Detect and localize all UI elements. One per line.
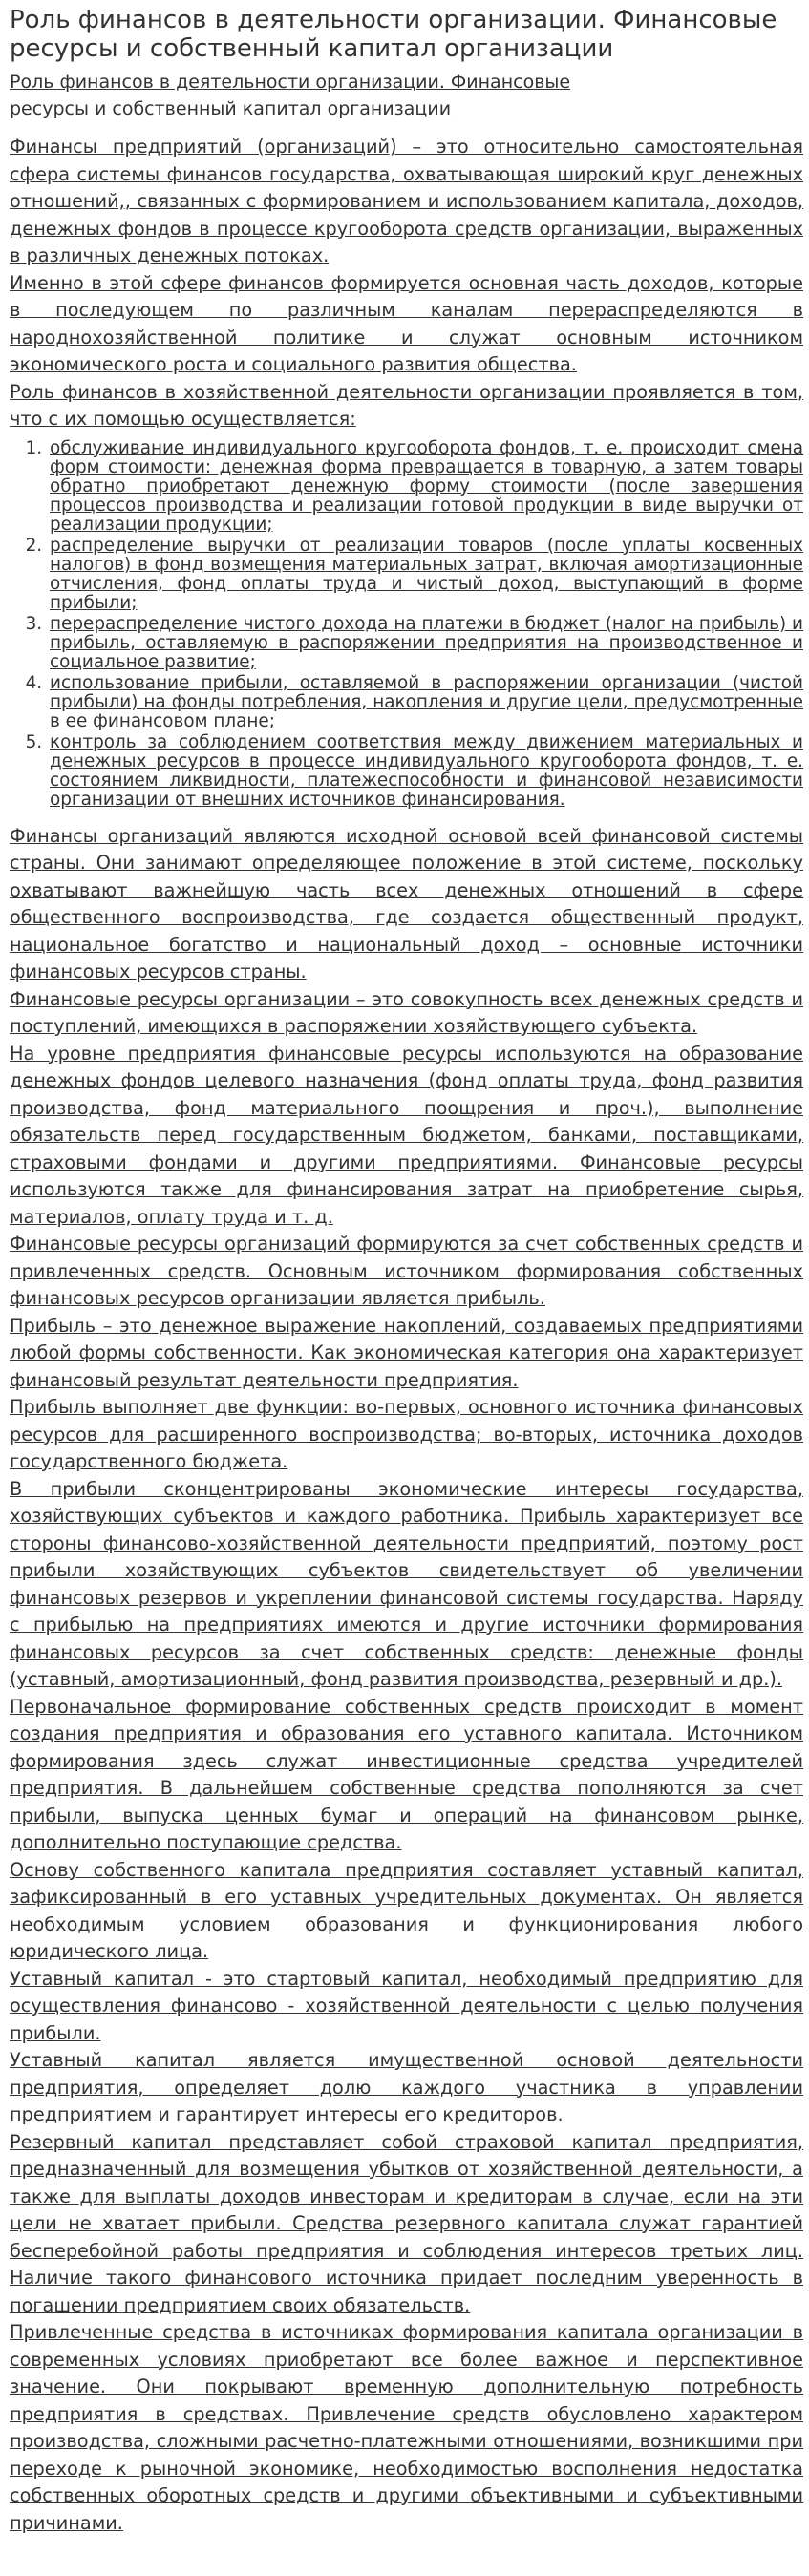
paragraph: На уровне предприятия финансовые ресурсы используются на образование денежных фондов целевого назначения (фонд оплаты труда, фонд развития производства, фонд материального поощрения и проч.), выполнение обязательств перед государственным бюджетом, банками, поставщиками, страховыми фондами и другими предприятиями. Финансовые ресурсы используются также для финансирования затрат на приобретение сырья, материалов, оплату труда и т. д.: [10, 1042, 803, 1228]
paragraph: Прибыль выполняет две функции: во-первых, основного источника финансовых ресурсов для расширенного воспроизводства; во-вторых, источника доходов государственного бюджета.: [10, 1396, 803, 1472]
paragraph: Финансы предприятий (организаций) – это относительно самостоятельная сфера системы финансов государства, охватывающая широкий круг денежных отношений,, связанных с формированием и использованием капитала, доходов, денежных фондов в процессе кругооборота средств организации, выраженных в различных денежных потоках.: [10, 136, 803, 266]
paragraph: Финансы организаций являются исходной основой всей финансовой системы страны. Они занимают определяющее положение в этой системе, поскольку охватывают важнейшую часть всех денежных отношений в сфере общественного воспроизводства, где создается общественный продукт, национальное богатство и национальный доход – основные источники финансовых ресурсов страны.: [10, 824, 803, 982]
paragraph: Уставный капитал - это стартовый капитал, необходимый предприятию для осуществления финансово - хозяйственной деятельности с целью получения прибыли.: [10, 1967, 803, 2044]
paragraph: Именно в этой сфере финансов формируется основная часть доходов, которые в последующем по различным каналам перераспределяются в народнохозяйственной политике и служат основным источником экономического роста и социального развития общества.: [10, 271, 803, 375]
article-body: [10, 134, 803, 2537]
roles-list: [10, 439, 803, 810]
subtitle-line: ресурсы и собственный капитал организации: [10, 98, 452, 119]
paragraph: Основу собственного капитала предприятия составляет уставный капитал, зафиксированный в его уставных учредительных документах. Он является необходимым условием образования и функционирования любого юридического лица.: [10, 1858, 803, 1962]
page-title: Роль финансов в деятельности организации. Финансовые ресурсы и собственный капитал организации: [10, 6, 777, 63]
paragraph: Привлеченные средства в источниках формирования капитала организации в современных условиях приобретают все более важное и перспективное значение. Они покрывают временную дополнительную потребность предприятия в средствах. Привлечение средств обусловлено характером производства, сложными расчетно-платежными отношениями, возникшими при переходе к рыночной экономике, необходимостью восполнения недостатка собственных оборотных средств и другими объективными и субъективными причинами.: [10, 2321, 803, 2534]
list-item: 1. обслуживание индивидуального кругооборота фондов, т. е. происходит смена форм стоимости: денежная форма превращается в товарную, а затем товары обратно приобретают денежную форму стоимости (после завершения процессов производства и реализации готовой продукции в виде выручки от реализации продукции;: [48, 439, 803, 535]
paragraph: Финансовые ресурсы организаций формируются за счет собственных средств и привлеченных средств. Основным источником формирования собственных финансовых ресурсов организации является прибыль.: [10, 1233, 803, 1309]
list-item: 3. перераспределение чистого дохода на платежи в бюджет (налог на прибыль) и прибыль, оставляемую в распоряжении предприятия на производственное и социальное развитие;: [48, 615, 803, 672]
paragraph: В прибыли сконцентрированы экономические интересы государства, хозяйствующих субъектов и каждого работника. Прибыль характеризует все стороны финансово-хозяйственной деятельности предприятий, поэтому рост прибыли хозяйствующих субъектов свидетельствует об увеличении финансовых резервов и укреплении финансовой системы государства. Наряду с прибылью на предприятиях имеются и другие источники формирования финансовых ресурсов за счет собственных средств: денежные фонды (уставный, амортизационный, фонд развития производства, резервный и др.).: [10, 1477, 803, 1690]
paragraph: Финансовые ресурсы организации – это совокупность всех денежных средств и поступлений, имеющихся в распоряжении хозяйствующего субъекта.: [10, 987, 803, 1037]
list-item: 5. контроль за соблюдением соответствия между движением материальных и денежных ресурсов в процессе индивидуального кругооборота фондов, т. е. состоянием ликвидности, платежеспособности и финансовой независимости организации от внешних источников финансирования.: [48, 733, 803, 810]
paragraph: Уставный капитал является имущественной основой деятельности предприятия, определяет долю каждого участника в управлении предприятием и гарантирует интересы его кредиторов.: [10, 2049, 803, 2125]
article-subtitle: [10, 69, 803, 122]
subtitle-line: Роль финансов в деятельности организации. Финансовые: [10, 72, 571, 93]
paragraph: Первоначальное формирование собственных средств происходит в момент создания предприятия и образования его уставного капитала. Источником формирования здесь служат инвестиционные средства учредителей предприятия. В дальнейшем собственные средства пополняются за счет прибыли, выпуска ценных бумаг и операций на финансовом рынке, дополнительно поступающие средства.: [10, 1695, 803, 1853]
paragraph: Резервный капитал представляет собой страховой капитал предприятия, предназначенный для возмещения убытков от хозяйственной деятельности, а также для выплаты доходов инвесторам и кредиторам в случае, если на эти цели не хватает прибыли. Средства резервного капитала служат гарантией бесперебойной работы предприятия и соблюдения интересов третьих лиц. Наличие такого финансового источника придает последним уверенность в погашении предприятием своих обязательств.: [10, 2130, 803, 2316]
list-item: 4. использование прибыли, оставляемой в распоряжении организации (чистой прибыли) на фонды потребления, накопления и другие цели, предусмотренные в ее финансовом плане;: [48, 674, 803, 731]
paragraph: Роль финансов в хозяйственной деятельности организации проявляется в том, что с их помощью осуществляется:: [10, 380, 803, 430]
paragraph: Прибыль – это денежное выражение накоплений, создаваемых предприятиями любой формы собственности. Как экономическая категория она характеризует финансовый результат деятельности предприятия.: [10, 1314, 803, 1391]
list-item: 2. распределение выручки от реализации товаров (после уплаты косвенных налогов) в фонд возмещения материальных затрат, включая амортизационные отчисления, фонд оплаты труда и чистый доход, выступающий в форме прибыли;: [48, 537, 803, 613]
